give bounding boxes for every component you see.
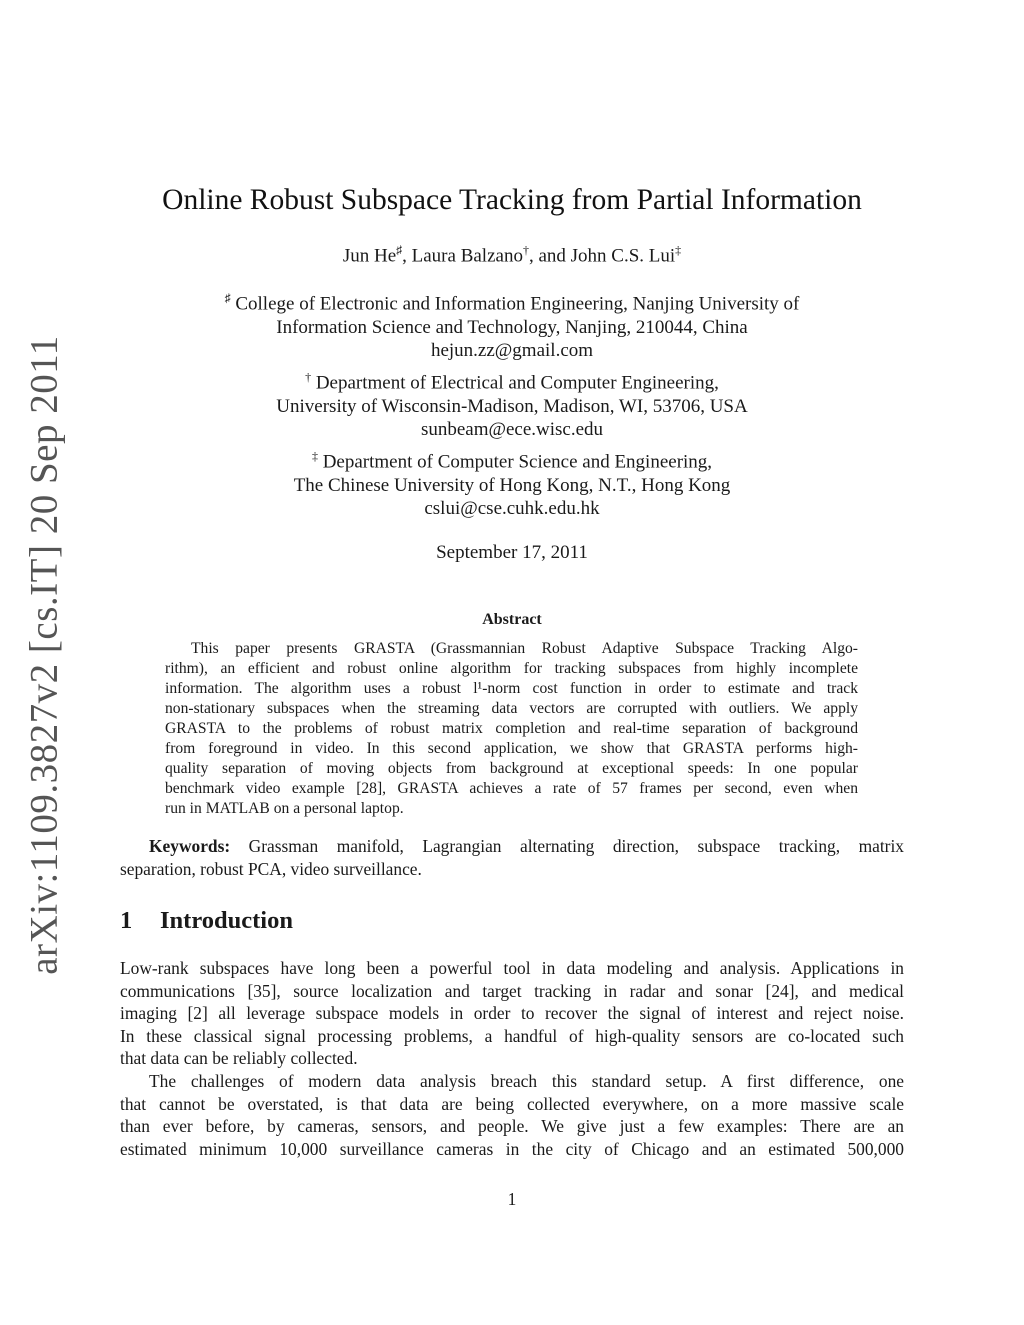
author-separator: , bbox=[402, 245, 412, 267]
affiliation-block bbox=[0, 445, 1024, 521]
author-name: Laura Balzano bbox=[411, 245, 523, 267]
affiliation-email: hejun.zz@gmail.com bbox=[430, 340, 594, 362]
affiliation-line: ♯ College of Electronic and Information Engineering, Nanjing University of bbox=[224, 291, 800, 315]
author-name: John C.S. Lui bbox=[570, 245, 676, 267]
affiliation-email: sunbeam@ece.wisc.edu bbox=[420, 419, 604, 441]
abstract-text bbox=[165, 639, 858, 819]
abstract-line: benchmark video example [28], GRASTA achieves a rate of 57 frames per second, even when bbox=[165, 780, 858, 798]
affiliation-mark: ♯ bbox=[224, 291, 231, 305]
body-line: that data can be reliably collected. bbox=[120, 1048, 358, 1069]
body-line: Low-rank subspaces have long been a powerful tool in data modeling and analysis. Applications in bbox=[120, 958, 904, 978]
abstract-line: This paper presents GRASTA (Grassmannian Robust Adaptive Subspace Tracking Algo- bbox=[191, 640, 858, 657]
body-paragraph bbox=[120, 1070, 904, 1160]
abstract-line: run in MATLAB on a personal laptop. bbox=[165, 800, 404, 818]
abstract-line: rithm), an efficient and robust online algorithm for tracking subspaces from highly incomplete bbox=[165, 660, 858, 678]
affiliation-mark: ‡ bbox=[311, 449, 318, 463]
author-separator: , and bbox=[528, 245, 571, 267]
abstract-heading: Abstract bbox=[482, 611, 542, 628]
body-line: that cannot be overstated, is that data are being collected everywhere, on a more massive scale bbox=[120, 1093, 904, 1114]
keywords-line: separation, robust PCA, video surveillance. bbox=[120, 859, 422, 879]
body-line: The challenges of modern data analysis breach this standard setup. A first difference, one bbox=[149, 1071, 904, 1091]
abstract-line: GRASTA to the problems of robust matrix completion and real-time separation of background bbox=[165, 720, 858, 738]
section-number: 1 bbox=[120, 907, 133, 934]
author-list bbox=[0, 243, 1024, 267]
abstract-line: from foreground in video. In this second application, we show that GRASTA performs high- bbox=[165, 740, 858, 758]
paper-date: September 17, 2011 bbox=[436, 542, 588, 563]
affiliation-line: University of Wisconsin-Madison, Madison, WI, 53706, USA bbox=[276, 395, 748, 417]
keywords-label: Keywords: bbox=[149, 836, 231, 856]
body-line: than ever before, by cameras, sensors, and people. We give just a few examples: There are an bbox=[120, 1116, 904, 1137]
body-line: imaging [2] all leverage subspace models in order to recover the signal of interest and reject noise. bbox=[120, 1003, 904, 1024]
section-title: Introduction bbox=[160, 907, 293, 934]
abstract-line: non-stationary subspaces when the streaming data vectors are corrupted with outliers. We apply bbox=[165, 700, 858, 718]
author-name: Jun He bbox=[342, 245, 397, 267]
affiliation-mark: ♯ bbox=[396, 243, 403, 257]
affiliation-line: The Chinese University of Hong Kong, N.T., Hong Kong bbox=[293, 474, 731, 496]
section-heading bbox=[120, 907, 293, 935]
affiliation-mark: † bbox=[305, 370, 312, 384]
paper-title: Online Robust Subspace Tracking from Partial Information bbox=[162, 184, 862, 216]
abstract-line: information. The algorithm uses a robust l¹-norm cost function in order to estimate and track bbox=[165, 680, 858, 698]
arxiv-identifier: arXiv:1109.3827v2 [cs.IT] 20 Sep 2011 bbox=[22, 335, 66, 975]
keywords-block bbox=[120, 835, 904, 881]
affiliation-email: cslui@cse.cuhk.edu.hk bbox=[424, 498, 600, 520]
affiliation-mark: ‡ bbox=[675, 243, 682, 257]
affiliation-block bbox=[0, 366, 1024, 442]
page-number: 1 bbox=[507, 1189, 517, 1209]
body-line: communications [35], source localization and target tracking in radar and sonar [24], and medical bbox=[120, 980, 904, 1001]
affiliation-block bbox=[0, 287, 1024, 363]
keywords-line: Keywords: Grassman manifold, Lagrangian alternating direction, subspace tracking, matrix bbox=[149, 836, 904, 856]
body-paragraph bbox=[120, 957, 904, 1070]
affiliation-line: Information Science and Technology, Nanjing, 210044, China bbox=[276, 316, 748, 338]
affiliation-mark: † bbox=[522, 243, 529, 257]
affiliation-line: ‡ Department of Computer Science and Engineering, bbox=[311, 449, 713, 473]
body-line: In these classical signal processing problems, a handful of high-quality sensors are co-located such bbox=[120, 1025, 904, 1046]
affiliation-line: † Department of Electrical and Computer Engineering, bbox=[305, 370, 719, 394]
abstract-line: quality separation of moving objects from background at exceptional speeds: In one popular bbox=[165, 760, 858, 778]
body-line: estimated minimum 10,000 surveillance cameras in the city of Chicago and an estimated 500,000 bbox=[120, 1138, 904, 1159]
